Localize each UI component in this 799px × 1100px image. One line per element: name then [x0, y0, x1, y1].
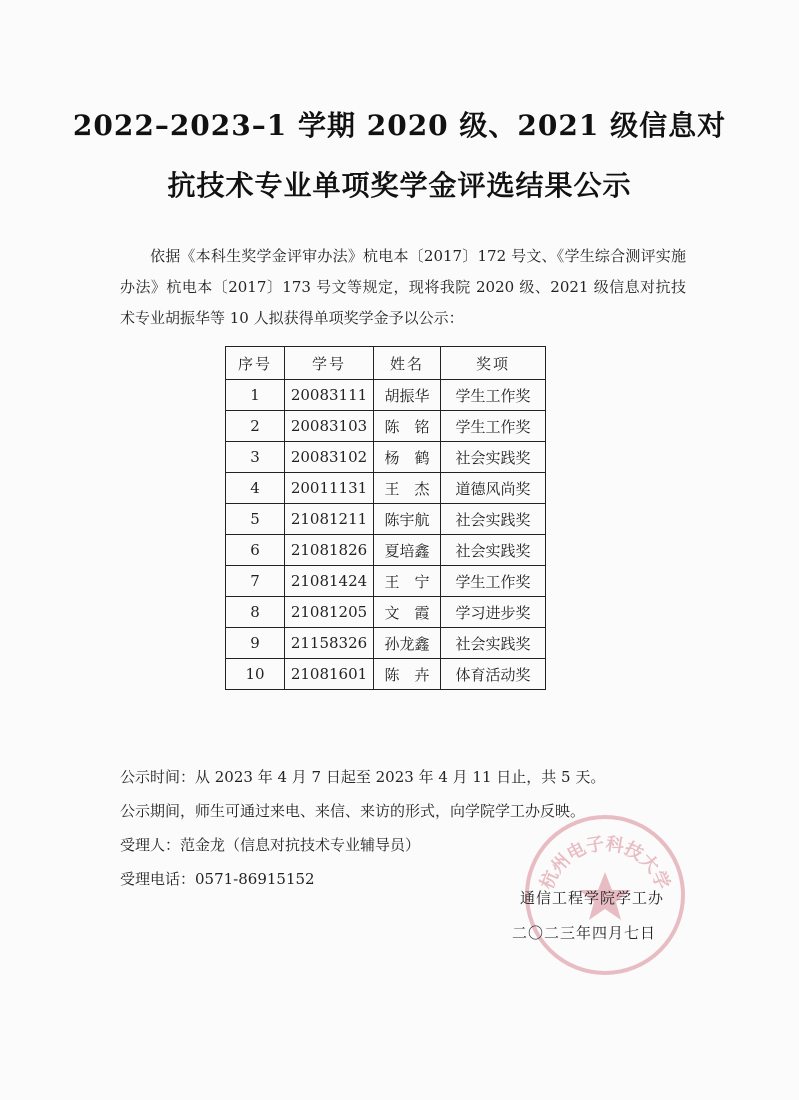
notice-phone: 受理电话：0571-86915152 — [120, 870, 315, 888]
row-award: 体育活动奖 — [441, 659, 546, 690]
row-name: 杨 鹤 — [374, 442, 441, 473]
row-name: 孙龙鑫 — [374, 628, 441, 659]
row-award: 学习进步奖 — [441, 597, 546, 628]
row-student-id: 20083102 — [285, 442, 374, 473]
row-student-id: 21081424 — [285, 566, 374, 597]
row-name: 陈宇航 — [374, 504, 441, 535]
row-name: 王 杰 — [374, 473, 441, 504]
table-row — [226, 380, 546, 411]
row-student-id: 21081211 — [285, 504, 374, 535]
row-index: 6 — [226, 535, 285, 566]
row-student-id: 21081205 — [285, 597, 374, 628]
row-index: 9 — [226, 628, 285, 659]
table-row — [226, 566, 546, 597]
title-line-1: 2022–2023–1 学期 2020 级、2021 级信息对 — [72, 109, 727, 142]
row-award: 社会实践奖 — [441, 535, 546, 566]
table-body — [226, 380, 546, 690]
row-index: 2 — [226, 411, 285, 442]
row-award: 社会实践奖 — [441, 628, 546, 659]
row-student-id: 21081826 — [285, 535, 374, 566]
row-index: 10 — [226, 659, 285, 690]
notice-contact: 受理人：范金龙（信息对抗技术专业辅导员） — [120, 836, 421, 854]
row-name: 王 宁 — [374, 566, 441, 597]
header-index: 序号 — [226, 347, 285, 380]
row-student-id: 21081601 — [285, 659, 374, 690]
svg-text:杭州电子科技大学: 杭州电子科技大学 — [536, 833, 674, 893]
row-award: 道德风尚奖 — [441, 473, 546, 504]
row-award: 学生工作奖 — [441, 411, 546, 442]
table-row — [226, 473, 546, 504]
issuing-office: 通信工程学院学工办 — [520, 889, 665, 907]
row-index: 3 — [226, 442, 285, 473]
header-student-id: 学号 — [285, 347, 374, 380]
row-name: 文 霞 — [374, 597, 441, 628]
row-index: 4 — [226, 473, 285, 504]
row-student-id: 20083111 — [285, 380, 374, 411]
table-row — [226, 504, 546, 535]
row-index: 8 — [226, 597, 285, 628]
header-award: 奖项 — [441, 347, 546, 380]
row-award: 社会实践奖 — [441, 442, 546, 473]
table-row — [226, 442, 546, 473]
table-row — [226, 659, 546, 690]
row-award: 学生工作奖 — [441, 380, 546, 411]
row-award: 学生工作奖 — [441, 566, 546, 597]
notice-feedback: 公示期间，师生可通过来电、来信、来访的形式，向学院学工办反映。 — [120, 802, 586, 820]
table-row — [226, 597, 546, 628]
table-row — [226, 411, 546, 442]
row-index: 1 — [226, 380, 285, 411]
award-table — [225, 346, 546, 690]
row-name: 陈 铭 — [374, 411, 441, 442]
intro-paragraph: 依据《本科生奖学金评审办法》杭电本〔2017〕172 号文、《学生综合测评实施办法》杭电本〔2017〕173 号文等规定，现将我院 2020 级、2021 级信息对抗技术专业胡振华等 10 人拟获得单项奖学金予以公示： — [120, 247, 686, 327]
row-name: 陈 卉 — [374, 659, 441, 690]
row-index: 7 — [226, 566, 285, 597]
row-award: 社会实践奖 — [441, 504, 546, 535]
row-name: 夏培鑫 — [374, 535, 441, 566]
row-student-id: 20083103 — [285, 411, 374, 442]
table-row — [226, 535, 546, 566]
table-row — [226, 628, 546, 659]
issue-date: 二〇二三年四月七日 — [512, 924, 657, 942]
table-header-row — [226, 347, 546, 380]
header-name: 姓名 — [374, 347, 441, 380]
row-student-id: 21158326 — [285, 628, 374, 659]
notice-period: 公示时间：从 2023 年 4 月 7 日起至 2023 年 4 月 11 日止，共 5 天。 — [120, 768, 606, 786]
title-line-2: 抗技术专业单项奖学金评选结果公示 — [167, 169, 632, 202]
row-index: 5 — [226, 504, 285, 535]
row-name: 胡振华 — [374, 380, 441, 411]
row-student-id: 20011131 — [285, 473, 374, 504]
